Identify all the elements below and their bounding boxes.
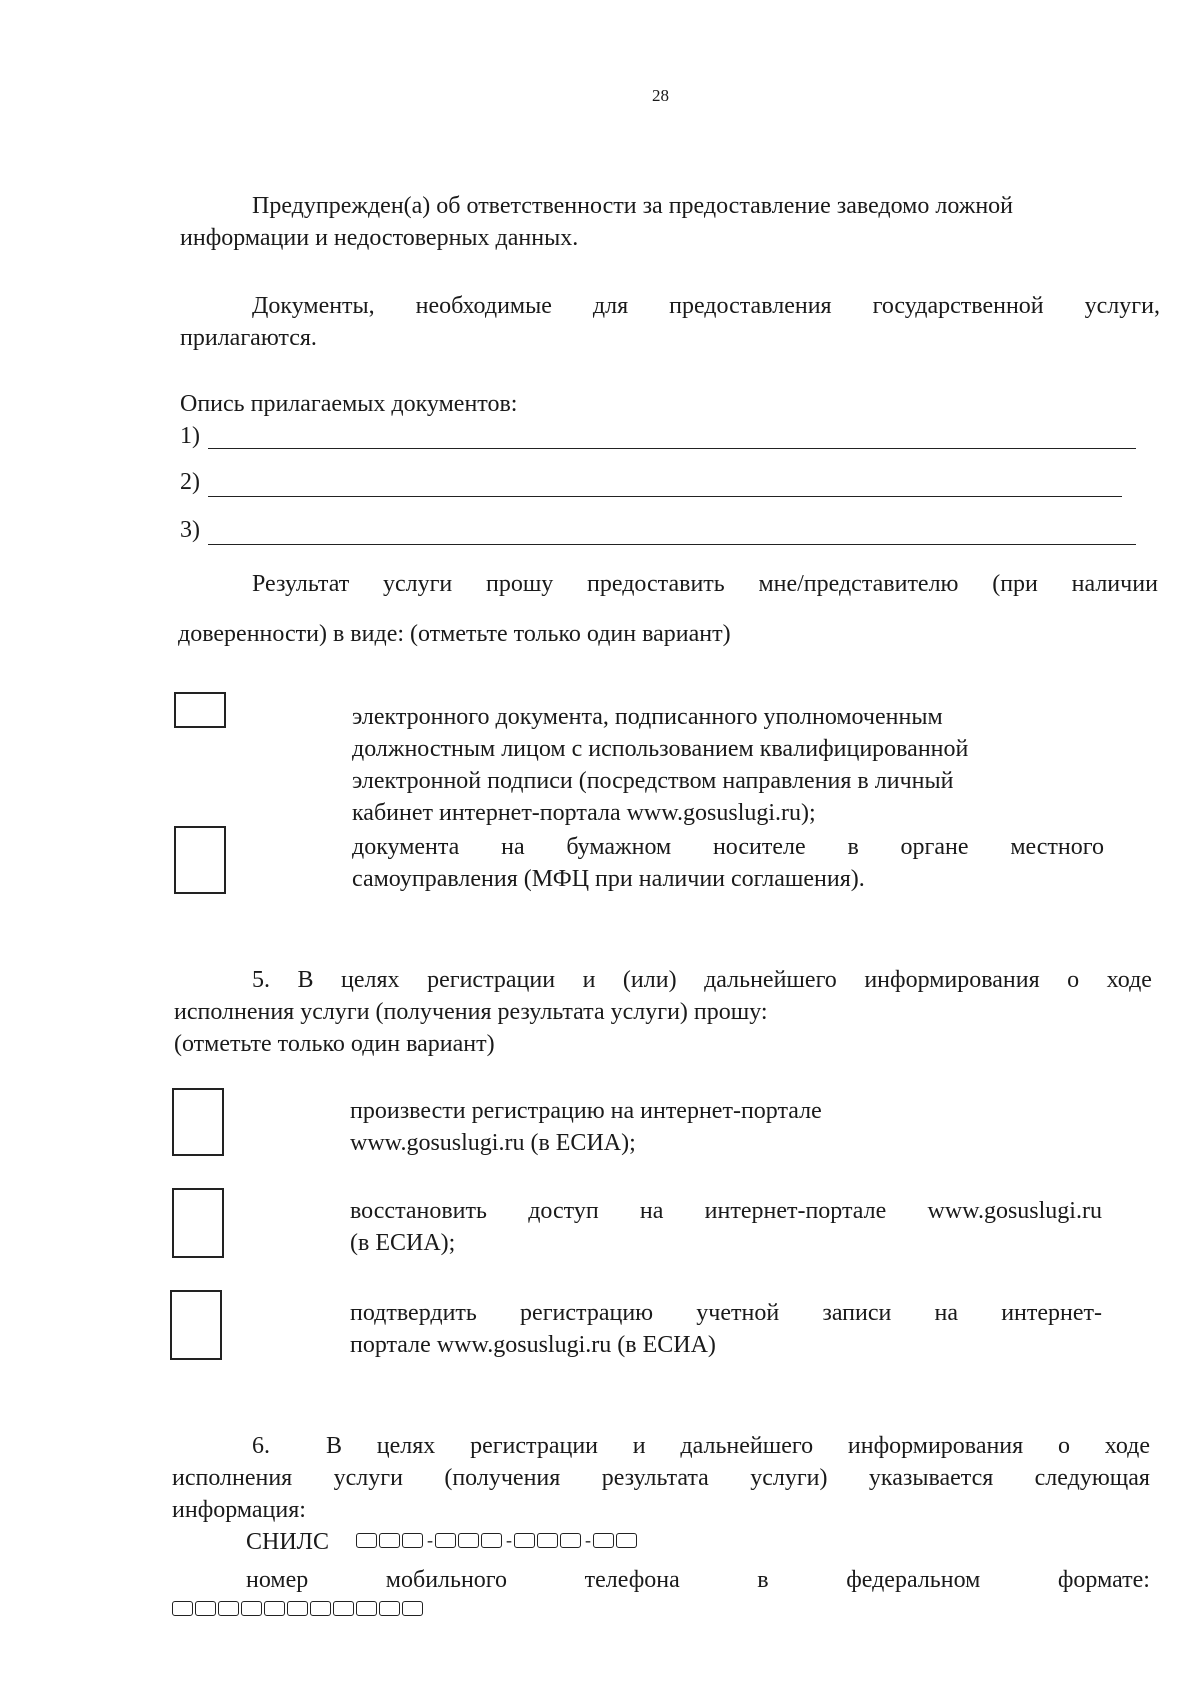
section5-option-restore-line-2: (в ЕСИА); bbox=[350, 1230, 456, 1256]
word: информирования bbox=[864, 967, 1040, 993]
snils-separator: - bbox=[427, 1530, 433, 1550]
phone-digit-cell[interactable] bbox=[195, 1601, 216, 1616]
snils-digit-cell[interactable] bbox=[593, 1533, 614, 1548]
word: регистрацию bbox=[520, 1300, 654, 1326]
word: органе bbox=[900, 834, 969, 860]
word: федеральном bbox=[846, 1567, 981, 1593]
word: прошу bbox=[485, 571, 554, 597]
word: www.gosuslugi.ru bbox=[927, 1198, 1102, 1224]
result-option-paper-line-1 bbox=[352, 831, 1104, 863]
word: информирования bbox=[847, 1433, 1024, 1459]
word: регистрации bbox=[427, 967, 556, 993]
phone-digit-cell[interactable] bbox=[218, 1601, 239, 1616]
word: целях bbox=[341, 967, 400, 993]
word: восстановить bbox=[350, 1198, 487, 1224]
result-option-electronic-line-3: электронной подписи (посредством направления в личный bbox=[352, 768, 954, 794]
word: и bbox=[582, 967, 596, 993]
word: В bbox=[297, 967, 314, 993]
phone-digit-cell[interactable] bbox=[310, 1601, 331, 1616]
snils-digit-cell[interactable] bbox=[481, 1533, 502, 1548]
phone-digit-cell[interactable] bbox=[172, 1601, 193, 1616]
inventory-item-2-line[interactable] bbox=[208, 496, 1122, 497]
word: (при bbox=[992, 571, 1038, 597]
word: на bbox=[639, 1198, 664, 1224]
result-line-1 bbox=[252, 568, 1158, 600]
section6-line-2 bbox=[172, 1462, 1150, 1494]
word: 5. bbox=[252, 967, 270, 993]
word: подтвердить bbox=[350, 1300, 477, 1326]
result-line-2: доверенности) в виде: (отметьте только один вариант) bbox=[178, 621, 731, 647]
snils-digit-cell[interactable] bbox=[616, 1533, 637, 1548]
word: дальнейшего bbox=[704, 967, 837, 993]
word: и bbox=[632, 1433, 646, 1459]
word: необходимые bbox=[415, 293, 552, 319]
phone-digit-cell[interactable] bbox=[402, 1601, 423, 1616]
section5-option-register-checkbox[interactable] bbox=[172, 1088, 224, 1156]
section5-option-restore-checkbox[interactable] bbox=[172, 1188, 224, 1258]
section5-option-confirm-line-2: портале www.gosuslugi.ru (в ЕСИА) bbox=[350, 1332, 716, 1358]
snils-digit-cell[interactable] bbox=[379, 1533, 400, 1548]
section5-option-confirm-checkbox[interactable] bbox=[170, 1290, 222, 1360]
word: номер bbox=[246, 1567, 309, 1593]
section5-line-3: (отметьте только один вариант) bbox=[174, 1031, 495, 1057]
documents-line-1 bbox=[252, 290, 1160, 322]
word: результата bbox=[601, 1465, 709, 1491]
inventory-title: Опись прилагаемых документов: bbox=[180, 391, 518, 417]
word: предоставления bbox=[669, 293, 832, 319]
result-option-electronic-checkbox[interactable] bbox=[174, 692, 226, 728]
word: Документы, bbox=[252, 293, 375, 319]
word: на bbox=[934, 1300, 959, 1326]
word: указывается bbox=[868, 1465, 994, 1491]
documents-line-2: прилагаются. bbox=[180, 325, 317, 351]
word: услуги bbox=[382, 571, 453, 597]
phone-digit-cell[interactable] bbox=[287, 1601, 308, 1616]
word: целях bbox=[376, 1433, 436, 1459]
section5-option-register-line-1: произвести регистрацию на интернет-портале bbox=[350, 1098, 822, 1124]
section5-option-register-line-2: www.gosuslugi.ru (в ЕСИА); bbox=[350, 1130, 636, 1156]
inventory-item-1-label: 1) bbox=[180, 423, 200, 449]
snils-separator: - bbox=[506, 1530, 512, 1550]
word: интернет- bbox=[1001, 1300, 1102, 1326]
word: регистрации bbox=[470, 1433, 599, 1459]
snils-digit-cell[interactable] bbox=[458, 1533, 479, 1548]
snils-digit-cell[interactable] bbox=[356, 1533, 377, 1548]
snils-separator: - bbox=[585, 1530, 591, 1550]
word: государственной bbox=[872, 293, 1044, 319]
word: формате: bbox=[1057, 1567, 1150, 1593]
word: в bbox=[757, 1567, 769, 1593]
phone-input-cells[interactable] bbox=[172, 1601, 425, 1616]
section6-line-3: информация: bbox=[172, 1497, 306, 1523]
snils-digit-cell[interactable] bbox=[537, 1533, 558, 1548]
word: бумажном bbox=[566, 834, 672, 860]
word: на bbox=[501, 834, 525, 860]
word: доступ bbox=[528, 1198, 599, 1224]
snils-digit-cell[interactable] bbox=[435, 1533, 456, 1548]
snils-label: СНИЛС bbox=[246, 1529, 329, 1555]
word: мне/представителю bbox=[758, 571, 959, 597]
word: дальнейшего bbox=[680, 1433, 814, 1459]
word: исполнения bbox=[172, 1465, 293, 1491]
warning-line-2: информации и недостоверных данных. bbox=[180, 225, 579, 251]
word: о bbox=[1067, 967, 1080, 993]
word: ходе bbox=[1104, 1433, 1150, 1459]
phone-digit-cell[interactable] bbox=[333, 1601, 354, 1616]
inventory-item-3-label: 3) bbox=[180, 517, 200, 543]
snils-digit-cell[interactable] bbox=[402, 1533, 423, 1548]
word: наличии bbox=[1071, 571, 1158, 597]
word: услуги bbox=[333, 1465, 403, 1491]
section5-option-restore-line-1 bbox=[350, 1195, 1102, 1227]
result-option-electronic-line-2: должностным лицом с использованием квалифицированной bbox=[352, 736, 969, 762]
phone-digit-cell[interactable] bbox=[379, 1601, 400, 1616]
result-option-paper-line-2: самоуправления (МФЦ при наличии соглашения). bbox=[352, 866, 865, 892]
result-option-electronic-line-4: кабинет интернет-портала www.gosuslugi.ru); bbox=[352, 800, 816, 826]
snils-digit-cell[interactable] bbox=[560, 1533, 581, 1548]
section5-line-2: исполнения услуги (получения результата услуги) прошу: bbox=[174, 999, 768, 1025]
word: В bbox=[326, 1433, 343, 1459]
warning-line-1: Предупрежден(а) об ответственности за предоставление заведомо ложной bbox=[252, 193, 1014, 219]
word: носителе bbox=[712, 834, 806, 860]
word: документа bbox=[352, 834, 460, 860]
inventory-item-3-line[interactable] bbox=[208, 544, 1136, 545]
word: Результат bbox=[252, 571, 350, 597]
section5-option-confirm-line-1 bbox=[350, 1297, 1102, 1329]
section5-line-1 bbox=[252, 964, 1152, 996]
phone-digit-cell[interactable] bbox=[356, 1601, 377, 1616]
word: записи bbox=[822, 1300, 892, 1326]
inventory-item-1-line[interactable] bbox=[208, 448, 1136, 449]
word: услуги) bbox=[750, 1465, 828, 1491]
word: предоставить bbox=[587, 571, 725, 597]
inventory-item-2-label: 2) bbox=[180, 469, 200, 495]
word: (получения bbox=[444, 1465, 561, 1491]
word: услуги, bbox=[1084, 293, 1160, 319]
word: учетной bbox=[696, 1300, 780, 1326]
word: местного bbox=[1010, 834, 1104, 860]
section6-line-1 bbox=[326, 1430, 1150, 1462]
phone-digit-cell[interactable] bbox=[241, 1601, 262, 1616]
result-option-paper-checkbox[interactable] bbox=[174, 826, 226, 894]
result-option-electronic-line-1: электронного документа, подписанного уполномоченным bbox=[352, 704, 943, 730]
word: (или) bbox=[622, 967, 677, 993]
phone-label bbox=[246, 1564, 1150, 1596]
phone-digit-cell[interactable] bbox=[264, 1601, 285, 1616]
word: интернет-портале bbox=[704, 1198, 887, 1224]
word: следующая bbox=[1034, 1465, 1150, 1491]
word: о bbox=[1057, 1433, 1070, 1459]
word: мобильного bbox=[385, 1567, 508, 1593]
page-number: 28 bbox=[652, 86, 669, 105]
word: в bbox=[847, 834, 859, 860]
snils-digit-cell[interactable] bbox=[514, 1533, 535, 1548]
word: для bbox=[592, 293, 629, 319]
word: ходе bbox=[1106, 967, 1152, 993]
snils-input-cells[interactable] bbox=[356, 1530, 639, 1550]
section6-number: 6. bbox=[252, 1433, 270, 1459]
word: телефона bbox=[584, 1567, 680, 1593]
